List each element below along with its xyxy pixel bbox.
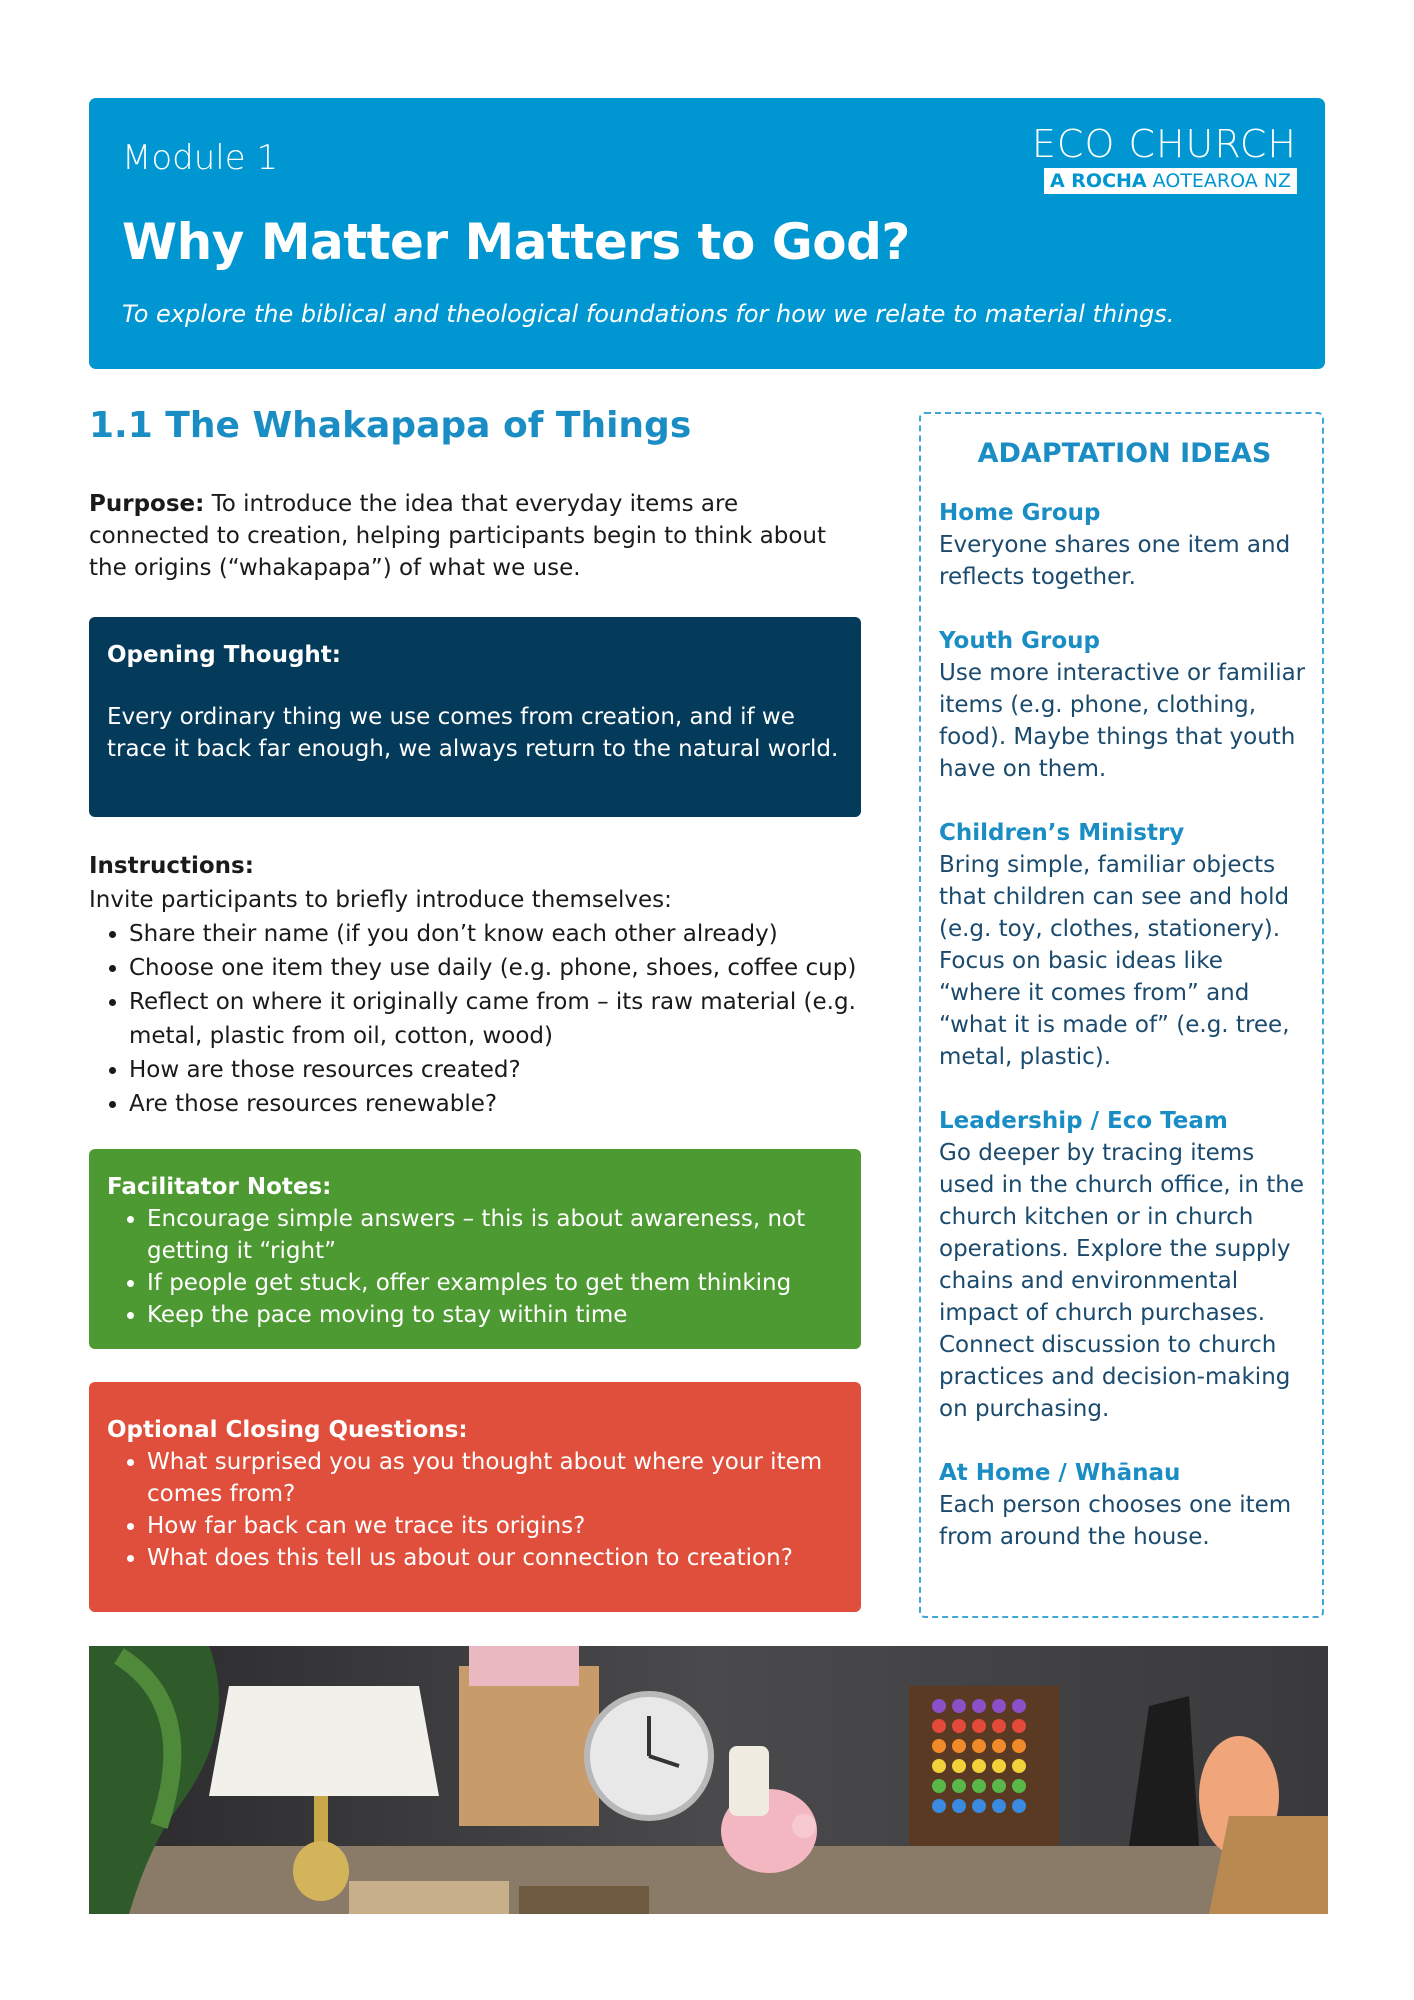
idea-text: Go deeper by tracing items used in the church office, in the church kitchen or in church operations. Explore the supply chains and environmental impact of church purchases. Connect discussion to church practices and decision-making on purchasing.: [939, 1140, 1304, 1422]
adaptation-title: ADAPTATION IDEAS: [977, 438, 1272, 469]
purpose-paragraph: [89, 488, 861, 584]
idea-home-group: [939, 497, 1310, 593]
opening-thought-box: [89, 617, 861, 817]
household-items-illustration: [89, 1646, 1328, 1914]
section-title: 1.1 The Whakapapa of Things: [89, 405, 692, 446]
idea-heading: Leadership / Eco Team: [939, 1108, 1228, 1134]
idea-text: Each person chooses one item from around the house.: [939, 1492, 1292, 1550]
eco-church-logo: [1015, 124, 1297, 194]
list-item: • What surprised you as you thought about where your item comes from?: [147, 1446, 843, 1510]
module-header: [89, 98, 1325, 369]
closing-questions-box: [89, 1382, 861, 1612]
list-item: • Share their name (if you don’t know each other already): [129, 917, 861, 951]
purpose-text: To introduce the idea that everyday items are connected to creation, helping participants begin to think about the origins (“whakapapa”) of what we use.: [89, 491, 827, 581]
list-item: • If people get stuck, offer examples to get them thinking: [147, 1267, 843, 1299]
module-label: Module 1: [122, 138, 279, 178]
idea-heading: Youth Group: [939, 628, 1100, 654]
idea-text: Use more interactive or familiar items (e.g. phone, clothing, food). Maybe things that youth have on them.: [939, 660, 1306, 782]
household-items-photo: [89, 1646, 1328, 1914]
purpose-label: Purpose:: [89, 491, 205, 517]
list-item: • What does this tell us about our connection to creation?: [147, 1542, 843, 1574]
instructions-list: [89, 917, 861, 1121]
section-intro: [89, 405, 861, 584]
list-item: • How far back can we trace its origins?: [147, 1510, 843, 1542]
idea-heading: At Home / Whānau: [939, 1460, 1181, 1486]
idea-leadership: [939, 1105, 1310, 1425]
idea-heading: Home Group: [939, 500, 1101, 526]
instructions-heading: Instructions:: [89, 853, 254, 879]
adaptation-ideas-panel: [919, 412, 1324, 1618]
closing-heading: Optional Closing Questions:: [107, 1417, 468, 1443]
page-subtitle: To explore the biblical and theological foundations for how we relate to material things.: [122, 300, 1175, 328]
instructions-intro: Invite participants to briefly introduce themselves:: [89, 887, 672, 913]
logo-subline: [1044, 168, 1297, 194]
idea-text: Bring simple, familiar objects that children can see and hold (e.g. toy, clothes, stationery). Focus on basic ideas like “where it comes from” and “what it is made of” (e.g. tree, metal, plastic).: [939, 852, 1290, 1070]
list-item: • Encourage simple answers – this is about awareness, not getting it “right”: [147, 1203, 843, 1267]
opening-heading: Opening Thought:: [107, 642, 341, 668]
list-item: • Choose one item they use daily (e.g. phone, shoes, coffee cup): [129, 951, 861, 985]
idea-childrens-ministry: [939, 817, 1310, 1073]
logo-subline-bold: A ROCHA: [1049, 170, 1147, 192]
logo-wordmark: ECO CHURCH: [1031, 122, 1297, 166]
idea-heading: Children’s Ministry: [939, 820, 1185, 846]
list-item: • Are those resources renewable?: [129, 1087, 861, 1121]
page-title: Why Matter Matters to God?: [122, 213, 910, 271]
facilitator-list: [107, 1203, 843, 1331]
opening-text: Every ordinary thing we use comes from creation, and if we trace it back far enough, we always return to the natural world.: [107, 704, 839, 762]
list-item: • Reflect on where it originally came from – its raw material (e.g. metal, plastic from oil, cotton, wood): [129, 985, 861, 1053]
idea-youth-group: [939, 625, 1310, 785]
facilitator-notes-box: [89, 1149, 861, 1349]
logo-subline-rest: AOTEAROA NZ: [1146, 170, 1291, 192]
idea-at-home: [939, 1457, 1310, 1553]
instructions-block: [89, 849, 861, 1121]
list-item: • How are those resources created?: [129, 1053, 861, 1087]
idea-text: Everyone shares one item and reflects together.: [939, 532, 1291, 590]
closing-list: [107, 1446, 843, 1574]
facilitator-heading: Facilitator Notes:: [107, 1174, 332, 1200]
list-item: • Keep the pace moving to stay within time: [147, 1299, 843, 1331]
